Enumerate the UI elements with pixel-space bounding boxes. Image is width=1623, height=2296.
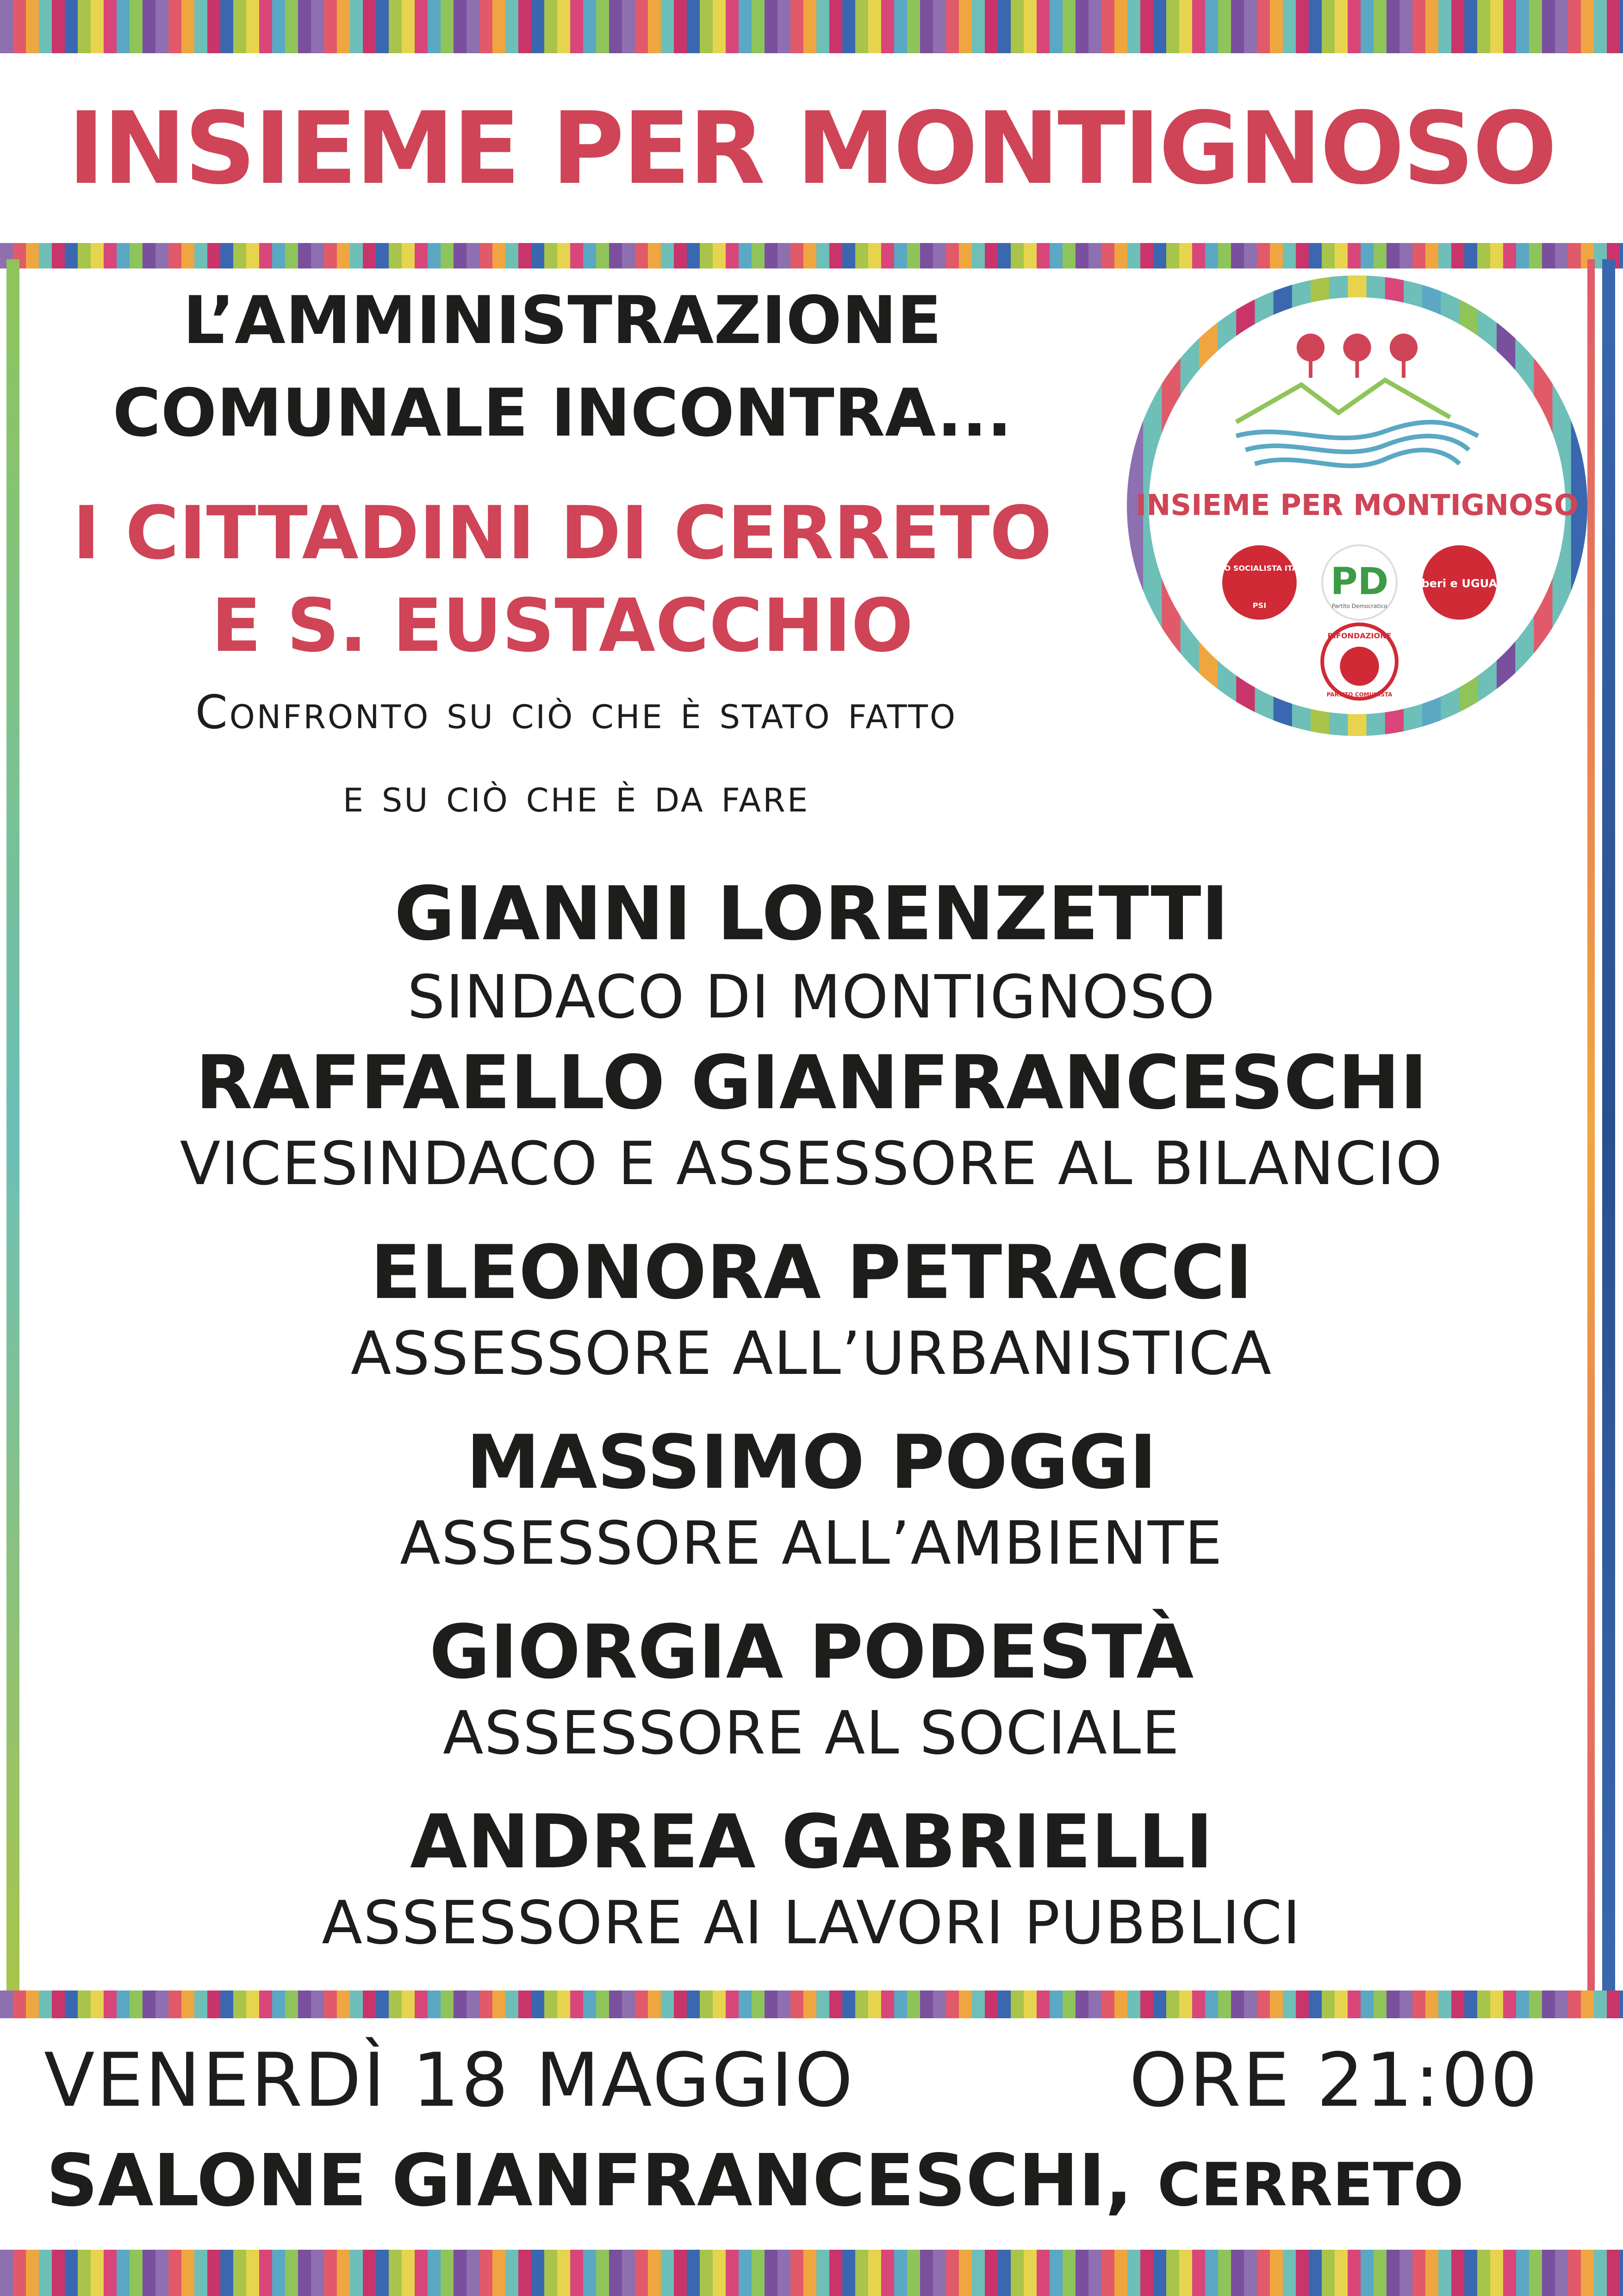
logo-name: INSIEME PER MONTIGNOSO <box>1136 488 1579 522</box>
speaker-name: RAFFAELLO GIANFRANCESCHI <box>195 1039 1428 1126</box>
intro-subtitle-2: e su ciò che è da fare <box>342 768 810 823</box>
speaker-name: ANDREA GABRIELLI <box>410 1798 1213 1885</box>
bottom-stripe <box>0 2250 1623 2296</box>
speaker-role: ASSESSORE AI LAVORI PUBBLICI <box>322 1889 1301 1958</box>
top-stripe <box>0 0 1623 53</box>
speaker-role: VICESINDACO E ASSESSORE AL BILANCIO <box>180 1129 1443 1198</box>
rifondazione-badge-sub: PARTITO COMUNISTA <box>1326 691 1393 698</box>
pd-badge-label: PD <box>1330 559 1389 603</box>
intro-line-2: COMUNALE INCONTRA... <box>112 375 1012 451</box>
psi-badge-label: PARTITO SOCIALISTA ITALIANO <box>1195 564 1324 573</box>
intro-line-1: L’AMMINISTRAZIONE <box>183 282 942 359</box>
pd-badge-sub: Partito Democratico <box>1331 603 1387 610</box>
speaker-role: SINDACO DI MONTIGNOSO <box>407 963 1216 1032</box>
event-venue <box>46 2139 1464 2222</box>
speaker-role: ASSESSORE AL SOCIALE <box>442 1699 1181 1768</box>
rifondazione-badge <box>1322 624 1397 699</box>
intro-highlight-1: I CITTADINI DI CERRETO <box>73 491 1052 576</box>
event-time: ORE 21:00 <box>1129 2037 1540 2123</box>
rifondazione-badge-label: RIFONDAZIONE <box>1327 631 1392 640</box>
speaker-name: GIORGIA PODESTÀ <box>429 1609 1194 1695</box>
leu-badge-label: Liberi e UGUALI <box>1410 577 1509 590</box>
frame-right-stripe <box>1602 259 1615 1995</box>
party-logo <box>1125 273 1590 738</box>
event-venue-name: SALONE GIANFRANCESCHI, <box>46 2139 1132 2222</box>
speaker-name: MASSIMO POGGI <box>466 1419 1157 1505</box>
frame-left-stripe <box>6 259 19 1995</box>
pd-badge <box>1322 545 1397 620</box>
speaker-role: ASSESSORE ALL’AMBIENTE <box>400 1509 1223 1578</box>
intro-subtitle-1: Confronto su ciò che è stato fatto <box>195 685 958 739</box>
event-date: VENERDÌ 18 MAGGIO <box>44 2037 855 2123</box>
event-town: CERRETO <box>1157 2151 1464 2220</box>
page-title: INSIEME PER MONTIGNOSO <box>68 90 1555 206</box>
speaker-role: ASSESSORE ALL’URBANISTICA <box>350 1319 1273 1388</box>
psi-badge-short: PSI <box>1252 601 1267 610</box>
footer-top-stripe <box>0 1990 1623 2018</box>
speaker-name: GIANNI LORENZETTI <box>394 870 1229 957</box>
intro-highlight-2: E S. EUSTACCHIO <box>211 583 914 668</box>
header-bottom-stripe <box>0 243 1623 268</box>
speaker-name: ELEONORA PETRACCI <box>370 1229 1253 1316</box>
